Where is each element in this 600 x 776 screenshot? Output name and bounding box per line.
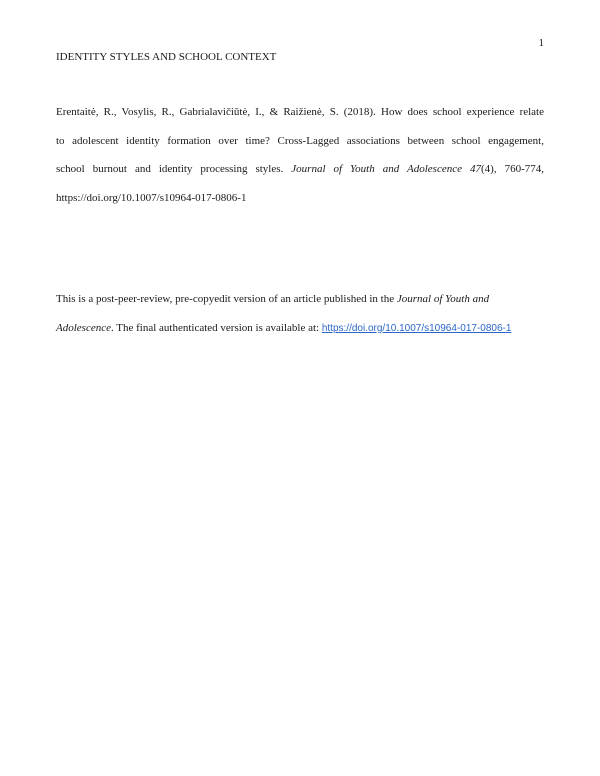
notice-line-2 [56,314,544,344]
citation-block [56,98,544,212]
notice-line-1 [56,285,544,314]
notice-text-2: . The final authenticated version is available at: [110,321,322,334]
citation-text: school burnout and identity processing styles. [56,163,292,175]
page-number: 1 [538,37,544,49]
citation-line-3 [56,155,544,184]
running-head: IDENTITY STYLES AND SCHOOL CONTEXT [56,51,277,63]
version-notice [56,285,544,343]
notice-text: This is a post-peer-review, pre-copyedit version of an article published in the [56,293,397,305]
citation-doi: https://doi.org/10.1007/s10964-017-0806-1 [56,191,247,204]
notice-journal-title: Journal of Youth and [396,293,490,305]
citation-pages: (4), 760-774, [481,163,544,175]
journal-title: Journal of Youth and Adolescence 47 [291,163,481,175]
doi-link[interactable]: https://doi.org/10.1007/s10964-017-0806-1 [321,322,512,334]
notice-journal-title-cont: Adolescence [56,321,111,334]
citation-line-1: Erentaitė, R., Vosylis, R., Gabrialavičiūtė, I., & Raižienė, S. (2018). How does school experience relate [56,106,544,118]
citation-line-2: to adolescent identity formation over time? Cross-Lagged associations between school engagement, [56,134,544,147]
